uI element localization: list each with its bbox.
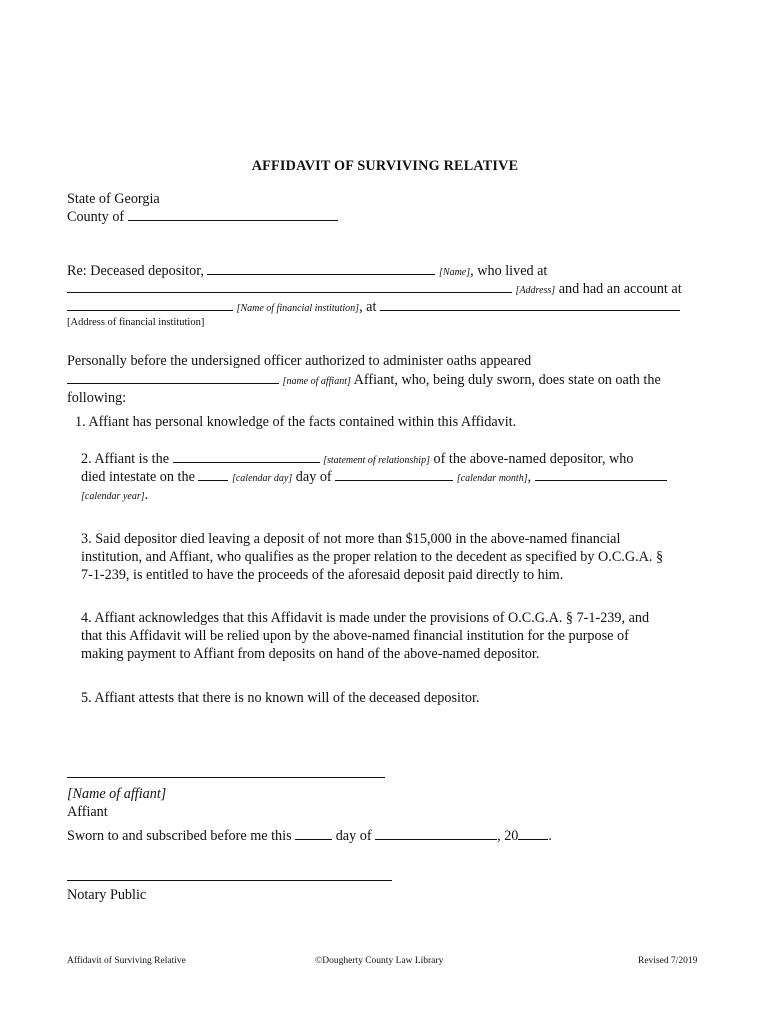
affiant-sworn-text: Affiant, who, being duly sworn, does state on oath the xyxy=(353,372,661,388)
period: . xyxy=(144,487,149,503)
paragraph-4-1: 4. Affiant acknowledges that this Affidavit is made under the provisions of O.C.G.A. § 7-1-239, and xyxy=(81,610,650,626)
personally-line xyxy=(67,352,531,370)
paragraph-4-line-1 xyxy=(81,609,649,627)
paragraph-3-1: 3. Said depositor died leaving a deposit of not more than $15,000 in the above-named financial xyxy=(81,531,621,547)
personally-text: Personally before the undersigned officer authorized to administer oaths appeared xyxy=(67,353,532,369)
address-hint: [Address] xyxy=(515,285,556,296)
sworn-year-blank[interactable] xyxy=(518,827,548,840)
affiant-signature-line[interactable] xyxy=(67,777,385,778)
comma: , xyxy=(527,469,532,485)
month-hint: [calendar month] xyxy=(456,473,528,484)
paragraph-5-text: 5. Affiant attests that there is no known will of the deceased depositor. xyxy=(81,690,480,706)
affiant-label-text: Affiant xyxy=(67,804,108,820)
sworn-line xyxy=(67,827,552,845)
notary-text: Notary Public xyxy=(67,887,147,903)
address-blank[interactable] xyxy=(67,280,512,293)
affiant-line xyxy=(67,371,661,391)
name-hint: [Name] xyxy=(439,267,471,278)
notary-signature-line[interactable] xyxy=(67,880,392,881)
institution-address-hint: [Address of financial institution] xyxy=(67,317,205,328)
affiant-hint: [name of affiant] xyxy=(282,376,351,387)
institution-name-blank[interactable] xyxy=(67,298,233,311)
relationship-blank[interactable] xyxy=(173,450,320,463)
notary-label xyxy=(67,886,146,904)
signature-name-hint xyxy=(67,785,166,803)
depositor-name-blank[interactable] xyxy=(207,262,435,275)
county-blank[interactable] xyxy=(128,208,338,221)
document-title: AFFIDAVIT OF SURVIVING RELATIVE xyxy=(251,158,519,174)
signature-name-hint-text: [Name of affiant] xyxy=(67,786,167,802)
paragraph-2-line-1 xyxy=(81,450,633,470)
state-line xyxy=(67,190,160,208)
institution-address-hint-line xyxy=(67,314,204,332)
day-hint: [calendar day] xyxy=(231,473,293,484)
month-blank[interactable] xyxy=(335,468,453,481)
footer-left: Affidavit of Surviving Relative xyxy=(67,956,186,966)
day-blank[interactable] xyxy=(198,468,228,481)
re-line xyxy=(67,262,547,282)
paragraph-3-2: institution, and Affiant, who qualifies as the proper relation to the decedent as specified by O.C.G.A. § xyxy=(81,549,664,565)
paragraph-4-3: making payment to Affiant from deposits on hand of the above-named depositor. xyxy=(81,646,540,662)
paragraph-2-b: of the above-named depositor, who xyxy=(433,451,634,467)
paragraph-3-line-1 xyxy=(81,530,620,548)
paragraph-2-a: 2. Affiant is the xyxy=(81,451,170,467)
year-hint: [calendar year] xyxy=(81,491,145,502)
county-line xyxy=(67,208,338,226)
paragraph-5 xyxy=(81,689,479,707)
paragraph-4-line-3 xyxy=(81,645,539,663)
had-account-text: and had an account at xyxy=(558,281,682,297)
sworn-day-blank[interactable] xyxy=(295,827,332,840)
affiant-name-blank[interactable] xyxy=(67,371,279,384)
sworn-c: , 20 xyxy=(497,828,519,844)
following-line xyxy=(67,389,126,407)
paragraph-2-c: died intestate on the xyxy=(81,469,195,485)
paragraph-2-line-2 xyxy=(81,468,667,488)
paragraph-3-3: 7-1-239, is entitled to have the proceeds of the aforesaid deposit paid directly to him. xyxy=(81,567,564,583)
signature-affiant-label xyxy=(67,803,108,821)
paragraph-2-line-3 xyxy=(81,486,148,506)
institution-hint: [Name of financial institution] xyxy=(236,303,360,314)
sworn-b: day of xyxy=(335,828,372,844)
footer-center: ©Dougherty County Law Library xyxy=(315,956,444,966)
following-text: following: xyxy=(67,390,127,406)
state-text: State of Georgia xyxy=(67,191,160,207)
sworn-period: . xyxy=(548,828,552,844)
address-line xyxy=(67,280,682,300)
year-blank[interactable] xyxy=(535,468,667,481)
paragraph-1 xyxy=(75,413,516,431)
county-label: County of xyxy=(67,209,125,225)
at-label: , at xyxy=(359,299,377,315)
paragraph-4-line-2 xyxy=(81,627,629,645)
sworn-a: Sworn to and subscribed before me this xyxy=(67,828,292,844)
relationship-hint: [statement of relationship] xyxy=(323,455,430,466)
paragraph-4-2: that this Affidavit will be relied upon by the above-named financial institution for the purpose of xyxy=(81,628,629,644)
paragraph-1-text: 1. Affiant has personal knowledge of the facts contained within this Affidavit. xyxy=(75,414,517,430)
who-lived-at: , who lived at xyxy=(470,263,548,279)
paragraph-3-line-2 xyxy=(81,548,663,566)
re-label: Re: Deceased depositor, xyxy=(67,263,204,279)
institution-address-blank[interactable] xyxy=(380,298,680,311)
footer-right: Revised 7/2019 xyxy=(638,956,698,966)
sworn-month-blank[interactable] xyxy=(375,827,497,840)
paragraph-3-line-3 xyxy=(81,566,563,584)
paragraph-2-d: day of xyxy=(295,469,332,485)
